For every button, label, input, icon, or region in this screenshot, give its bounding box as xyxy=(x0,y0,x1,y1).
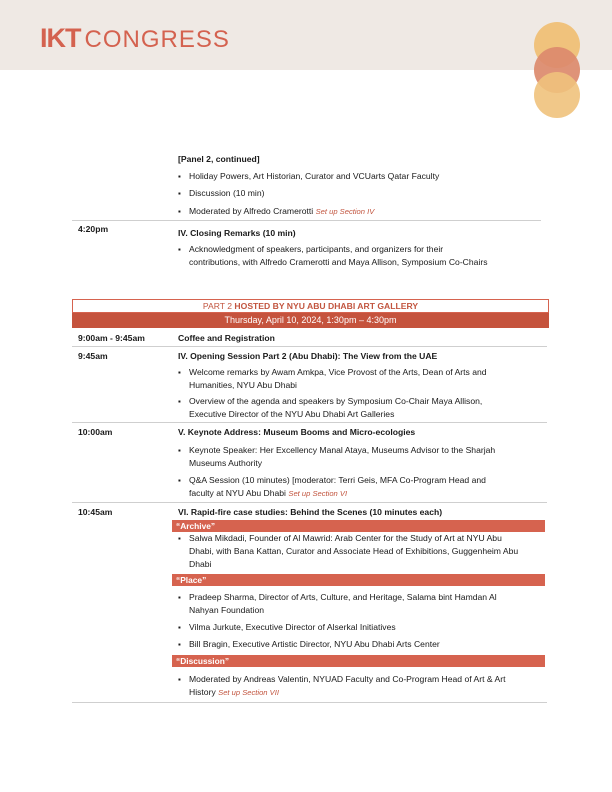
setup-note: Set up Section IV xyxy=(315,207,375,216)
bullet-icon: ▪ xyxy=(178,534,181,543)
bullet-icon: ▪ xyxy=(178,593,181,602)
bullet-icon: ▪ xyxy=(178,476,181,485)
bullet-icon: ▪ xyxy=(178,675,181,684)
ikt-congress-logo xyxy=(40,23,230,54)
session-title: V. Keynote Address: Museum Booms and Micro-ecologies xyxy=(178,427,416,437)
logo-ikt: IKT xyxy=(40,23,81,53)
bullet-icon: ▪ xyxy=(178,623,181,632)
archive-label: “Archive” xyxy=(172,520,545,532)
divider xyxy=(72,422,547,423)
panel2-heading: [Panel 2, continued] xyxy=(178,154,260,164)
bullet-icon: ▪ xyxy=(178,245,181,254)
bullet-icon: ▪ xyxy=(178,172,181,181)
part2-banner: PART 2 HOSTED BY NYU ABU DHABI ART GALLERY xyxy=(72,299,549,313)
session-title: IV. Opening Session Part 2 (Abu Dhabi): The View from the UAE xyxy=(178,351,438,361)
discussion-label: “Discussion” xyxy=(172,655,545,667)
divider xyxy=(72,702,547,703)
bullet-icon: ▪ xyxy=(178,189,181,198)
setup-note: Set up Section VI xyxy=(288,489,348,498)
session-title: Coffee and Registration xyxy=(178,333,275,343)
divider xyxy=(72,346,547,347)
bullet-icon: ▪ xyxy=(178,397,181,406)
time-label: 4:20pm xyxy=(78,224,109,234)
time-label: 10:45am xyxy=(78,507,113,517)
page-header xyxy=(0,0,612,70)
divider xyxy=(72,220,541,221)
bullet-icon: ▪ xyxy=(178,368,181,377)
bullet-icon: ▪ xyxy=(178,640,181,649)
divider xyxy=(72,502,547,503)
part2-date: Thursday, April 10, 2024, 1:30pm – 4:30pm xyxy=(72,313,549,328)
setup-note: Set up Section VII xyxy=(218,688,279,697)
time-label: 9:45am xyxy=(78,351,108,361)
session-title: IV. Closing Remarks (10 min) xyxy=(178,228,296,238)
logo-congress: CONGRESS xyxy=(84,26,230,53)
time-label: 10:00am xyxy=(78,427,113,437)
bullet-icon: ▪ xyxy=(178,207,181,216)
decorative-circle-icon xyxy=(534,72,580,118)
session-title: VI. Rapid-fire case studies: Behind the Scenes (10 minutes each) xyxy=(178,507,443,517)
time-label: 9:00am - 9:45am xyxy=(78,333,145,343)
bullet-icon: ▪ xyxy=(178,446,181,455)
place-label: “Place” xyxy=(172,574,545,586)
